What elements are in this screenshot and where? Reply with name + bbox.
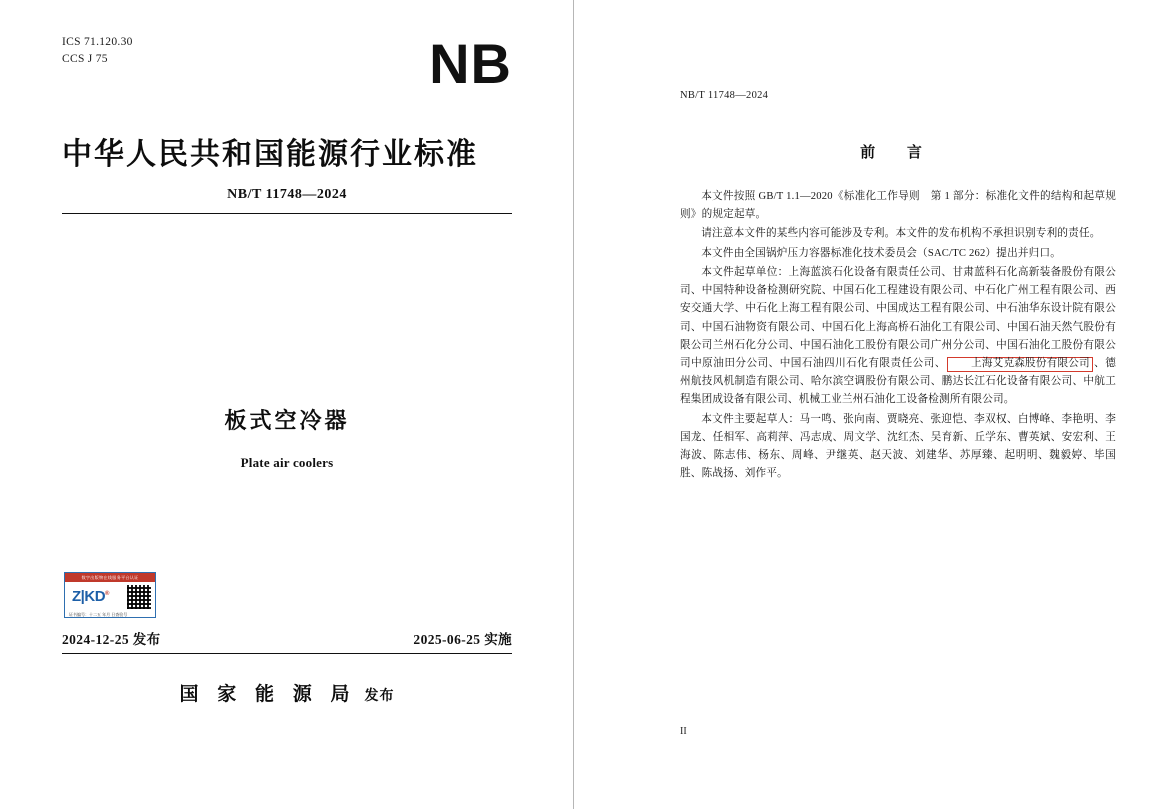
drafters-paragraph bbox=[680, 411, 1116, 484]
drafters-prefix: 本文件主要起草人： bbox=[701, 413, 800, 425]
highlighted-company: 上海艾克森股份有限公司 bbox=[947, 357, 1093, 372]
running-header: NB/T 11748—2024 bbox=[680, 90, 769, 101]
seal-body bbox=[65, 582, 155, 618]
drafters-list: 马一鸣、张向南、贾晓亮、张迎恺、李双权、白博峰、李艳明、李国龙、任相军、高莉萍、冯志成、周文学、沈红杰、吴育新、丘学东、曹英斌、安宏利、王海波、陈志伟、杨东、周峰、尹继英、赵天波、刘建华、苏厚臻、起明明、魏毅婷、毕国胜、陈战扬、刘作平。 bbox=[680, 413, 1116, 480]
document-title-cn: 板式空冷器 bbox=[224, 408, 350, 434]
seal-footnote: 证书编号：十二五 年月 日查验号 bbox=[69, 612, 128, 617]
drafting-units-prefix: 本文件起草单位： bbox=[701, 266, 789, 278]
implementation-date: 2025-06-25 实施 bbox=[413, 632, 512, 647]
foreword-title: 前 言 bbox=[860, 145, 936, 161]
standard-number: NB/T 11748—2024 bbox=[227, 187, 347, 203]
drafting-units-part1: 上海蓝滨石化设备有限责任公司、甘肃蓝科石化高新装备股份有限公司、中国特种设备检测研究院、中国石化工程建设有限公司、中石化广州工程有限公司、西安交通大学、中石化上海工程有限公司、中国成达工程有限公司、中石油华东设计院有限公司、中国石油物资有限公司、中国石化上海高桥石油化工有限公司、中国石油天然气股份有限公司兰州石化分公司、中国石油化工股份有限公司广州分公司、中国石油化工股份有限公司中原油田分公司、中国石油四川石化有限责任公司、 bbox=[680, 266, 1116, 369]
cover-page bbox=[0, 0, 574, 809]
registered-icon: ® bbox=[105, 591, 109, 597]
standard-title: 中华人民共和国能源行业标准 bbox=[62, 138, 478, 172]
foreword-page bbox=[574, 0, 1154, 809]
foreword-paragraph: 请注意本文件的某些内容可能涉及专利。本文件的发布机构不承担识别专利的责任。 bbox=[701, 228, 1101, 240]
ics-code: ICS 71.120.30 bbox=[62, 36, 133, 48]
issue-date: 2024-12-25 发布 bbox=[62, 632, 161, 647]
nb-logo: NB bbox=[429, 32, 512, 95]
foreword-paragraph: 本文件按照 GB/T 1.1—2020《标准化工作导则 第 1 部分：标准化文件的结构和起草规则》的规定起草。 bbox=[680, 191, 1116, 221]
cover-content bbox=[62, 34, 512, 734]
page-number: II bbox=[680, 726, 687, 737]
footer-divider bbox=[62, 653, 512, 654]
title-divider bbox=[62, 213, 512, 214]
foreword-paragraph: 本文件由全国锅炉压力容器标准化技术委员会（SAC/TC 262）提出并归口。 bbox=[701, 247, 1062, 259]
certification-seal bbox=[64, 572, 156, 618]
document-title-en: Plate air coolers bbox=[240, 455, 334, 471]
drafting-units-part2: 、德州航技风机制造有限公司、哈尔滨空调股份有限公司、鹏达长江石化设备有限公司、中航工程集团成设备有限公司、机械工业兰州石油化工设备检测所有限公司。 bbox=[680, 357, 1116, 406]
date-row bbox=[62, 628, 512, 648]
seal-banner: 数字出版物在线服务平台认证 bbox=[65, 573, 155, 582]
foreword-content bbox=[680, 90, 1116, 485]
issuer-verb: 发布 bbox=[364, 689, 395, 704]
issuer-name: 国 家 能 源 局 bbox=[179, 684, 357, 705]
issuing-authority bbox=[62, 679, 512, 706]
ccs-code: CCS J 75 bbox=[62, 52, 108, 65]
qr-code-icon bbox=[127, 585, 151, 609]
seal-mark: Z|KD® bbox=[72, 588, 109, 605]
drafting-units-paragraph bbox=[680, 264, 1116, 410]
